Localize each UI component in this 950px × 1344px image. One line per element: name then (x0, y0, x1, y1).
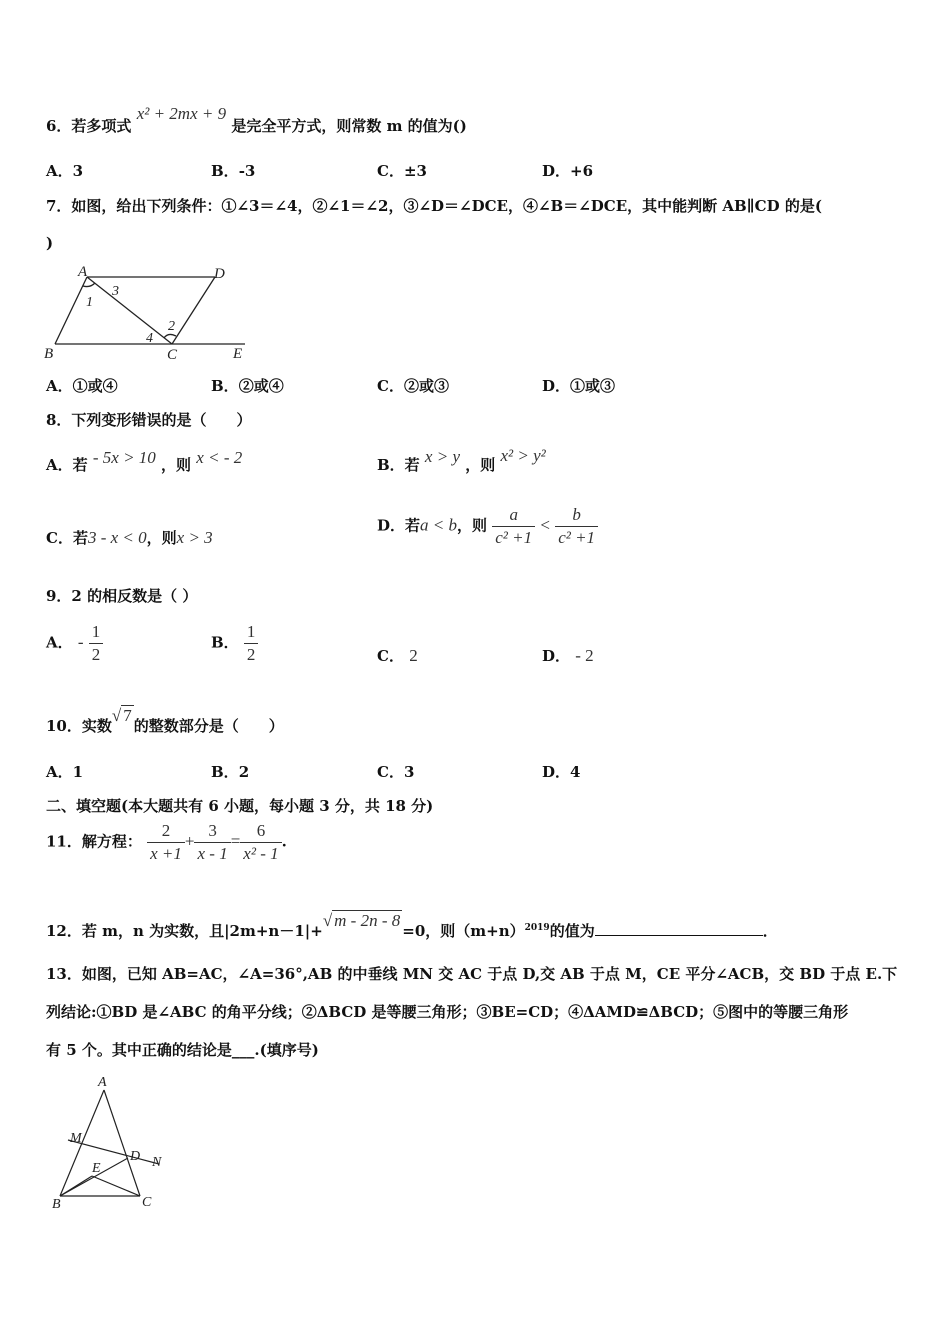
point-label-m: M (70, 1131, 82, 1146)
q6-option-b[interactable] (211, 161, 255, 181)
option-text: 1 (72, 763, 84, 781)
q10-option-a[interactable] (46, 762, 83, 782)
option-label: B． (211, 633, 239, 652)
q12-stem-post: 的值为 (549, 922, 595, 940)
q6-option-a[interactable] (46, 161, 83, 181)
q6-option-d[interactable] (542, 161, 593, 181)
q10-stem-post: 的整数部分是（ ） (133, 717, 284, 735)
q13-stem-line3: 有 5 个。其中正确的结论是___.(填序号) (46, 1041, 319, 1059)
q7-stem-line2: ) (46, 234, 54, 252)
option-text: 3 (72, 162, 84, 180)
numerator: 6 (240, 820, 281, 843)
q9-option-c[interactable] (377, 646, 418, 666)
option-text: 2 (238, 763, 250, 781)
q8-option-b[interactable] (377, 446, 546, 475)
option-label: C．若 (46, 529, 88, 547)
equals-sign: = (230, 831, 241, 851)
denominator: 2 (91, 645, 101, 664)
fraction-3 (240, 820, 281, 865)
point-label-c: C (142, 1195, 152, 1210)
numerator: 1 (89, 621, 104, 644)
period: ． (762, 922, 778, 940)
option-label: A． (46, 763, 73, 781)
fraction-2 (194, 820, 230, 865)
option-connector: ，则 (465, 456, 496, 474)
option-result: x² > y² (500, 446, 546, 465)
option-text: - 2 (575, 646, 594, 665)
point-label-e: E (92, 1161, 101, 1176)
numerator: 3 (194, 820, 230, 843)
option-text: -3 (238, 162, 256, 180)
q12-stem-pre: 12．若 m，n 为实数，且|2m+n－1|+ (46, 922, 323, 940)
option-label: D． (542, 162, 571, 180)
option-result: x > 3 (176, 528, 213, 547)
q6-stem-post: 是完全平方式，则常数 m 的值为() (231, 117, 467, 135)
angle-label-3: 3 (112, 284, 119, 299)
q8-stem: 8．下列变形错误的是（ ） (46, 411, 252, 429)
numerator: 1 (244, 621, 259, 644)
q8-option-d[interactable] (377, 504, 598, 549)
radical-sign: √ (322, 911, 333, 930)
segment-ab (60, 1090, 104, 1196)
option-label: C． (377, 377, 404, 395)
fraction (89, 621, 104, 666)
less-than-sign: < (540, 515, 550, 535)
option-text: ±3 (403, 162, 427, 180)
fraction (244, 621, 259, 666)
option-text: ①或④ (72, 377, 118, 395)
option-condition: x > y (424, 447, 460, 466)
denominator: 2 (246, 645, 256, 664)
fraction-right (555, 504, 598, 549)
sqrt-expression (323, 911, 402, 930)
point-label-a: A (98, 1075, 107, 1090)
segment-ac (87, 277, 172, 344)
q7-stem-line1: 7．如图，给出下列条件：①∠3＝∠4，②∠1＝∠2，③∠D＝∠DCE，④∠B＝∠DCE，其中能判断 AB∥CD 的是( (46, 197, 822, 215)
q7-figure (40, 262, 255, 362)
angle-label-1: 1 (86, 295, 93, 310)
denominator: x +1 (150, 844, 182, 863)
option-label: B．若 (377, 456, 420, 474)
option-condition: a < b (420, 515, 457, 535)
point-label-b: B (52, 1197, 61, 1212)
segment-ab (55, 277, 87, 344)
q13-figure (44, 1072, 174, 1212)
period: . (281, 832, 287, 851)
option-label: B． (211, 162, 239, 180)
segment-ce (92, 1176, 140, 1196)
q10-stem (46, 706, 284, 736)
radicand: m - 2n - 8 (334, 911, 401, 930)
option-text: ②或④ (238, 377, 284, 395)
option-label: C． (377, 647, 404, 665)
q7-option-c[interactable] (377, 376, 449, 396)
point-label-a: A (78, 264, 88, 280)
point-label-c: C (167, 347, 178, 362)
q8-option-c[interactable] (46, 528, 213, 548)
angle-arc-1 (83, 283, 95, 287)
option-text: +6 (570, 162, 594, 180)
option-label: A． (46, 162, 73, 180)
point-label-e: E (233, 346, 243, 362)
q11-stem (46, 820, 287, 865)
denominator: c² +1 (495, 528, 533, 547)
q10-stem-pre: 10．实数 (46, 717, 112, 735)
q6-stem (46, 104, 467, 136)
angle-label-2: 2 (168, 319, 175, 334)
segment-dc (172, 277, 215, 344)
denominator: c² +1 (558, 528, 596, 547)
option-label: C． (377, 763, 404, 781)
minus-sign: - (77, 632, 84, 652)
option-label: D． (542, 763, 571, 781)
q13-stem-line1: 13．如图，已知 AB=AC，∠A=36°,AB 的中垂线 MN 交 AC 于点 D,交 AB 于点 M，CE 平分∠ACB，交 BD 于点 E.下 (46, 965, 898, 983)
option-connector: ，则 (457, 516, 488, 535)
angle-label-4: 4 (146, 331, 153, 346)
option-label: D．若 (377, 516, 421, 535)
q6-option-c[interactable] (377, 161, 427, 181)
q7-option-b[interactable] (211, 376, 284, 396)
option-label: A．若 (46, 456, 88, 474)
option-label: A． (46, 377, 73, 395)
numerator: 2 (147, 820, 185, 843)
section-2-title: 二、填空题(本大题共有 6 小题，每小题 3 分，共 18 分) (46, 797, 434, 815)
option-text: ②或③ (403, 377, 449, 395)
plus-sign: + (184, 831, 195, 851)
option-label: C． (377, 162, 404, 180)
option-label: A． (46, 633, 73, 652)
denominator: x² - 1 (243, 844, 279, 863)
q12-stem-mid: =0，则（m+n） (402, 922, 525, 940)
q9-option-d[interactable] (542, 646, 594, 666)
option-text: 4 (570, 763, 581, 781)
numerator: b (555, 504, 598, 527)
option-label: D． (542, 377, 571, 395)
fraction-left (492, 504, 535, 549)
point-label-n: N (152, 1155, 162, 1170)
exponent: 2019 (524, 923, 550, 933)
option-text: 2 (409, 646, 418, 665)
option-condition: - 5x > 10 (92, 448, 156, 467)
point-label-b: B (44, 346, 54, 362)
q11-label: 11．解方程： (46, 832, 142, 851)
q6-stem-pre: 6．若多项式 (46, 117, 132, 135)
q9-option-b[interactable] (211, 621, 258, 666)
radical-sign: √ (111, 706, 122, 725)
radicand: 7 (123, 706, 132, 725)
q9-option-a[interactable] (46, 621, 103, 666)
angle-arc-2 (164, 334, 176, 338)
q12-stem (46, 911, 778, 941)
answer-blank[interactable] (595, 919, 763, 936)
point-label-d: D (214, 266, 225, 282)
option-condition: 3 - x < 0 (87, 528, 147, 547)
option-connector: ，则 (161, 456, 192, 474)
q6-expression: x² + 2mx + 9 (136, 104, 227, 123)
q7-option-d[interactable] (542, 376, 615, 396)
q10-option-c[interactable] (377, 762, 414, 782)
q7-option-a[interactable] (46, 376, 118, 396)
segment-ac (104, 1090, 140, 1196)
numerator: a (492, 504, 535, 527)
denominator: x - 1 (197, 844, 228, 863)
option-result: x < - 2 (196, 448, 243, 467)
q10-option-b[interactable] (211, 762, 249, 782)
q8-option-a[interactable] (46, 448, 243, 475)
point-label-d: D (130, 1149, 141, 1164)
option-text: ①或③ (570, 377, 616, 395)
option-text: 3 (403, 763, 415, 781)
option-label: B． (211, 377, 239, 395)
option-label: B． (211, 763, 239, 781)
q10-option-d[interactable] (542, 762, 580, 782)
q13-stem-line2: 列结论:①BD 是∠ABC 的角平分线；②ΔBCD 是等腰三角形；③BE=CD；④ΔAMD≌ΔBCD；⑤图中的等腰三角形 (46, 1003, 849, 1021)
option-connector: ，则 (146, 529, 177, 547)
fraction-1 (147, 820, 185, 865)
option-label: D． (542, 647, 571, 665)
q9-stem: 9．2 的相反数是（ ） (46, 587, 198, 605)
sqrt-expression (112, 706, 134, 725)
